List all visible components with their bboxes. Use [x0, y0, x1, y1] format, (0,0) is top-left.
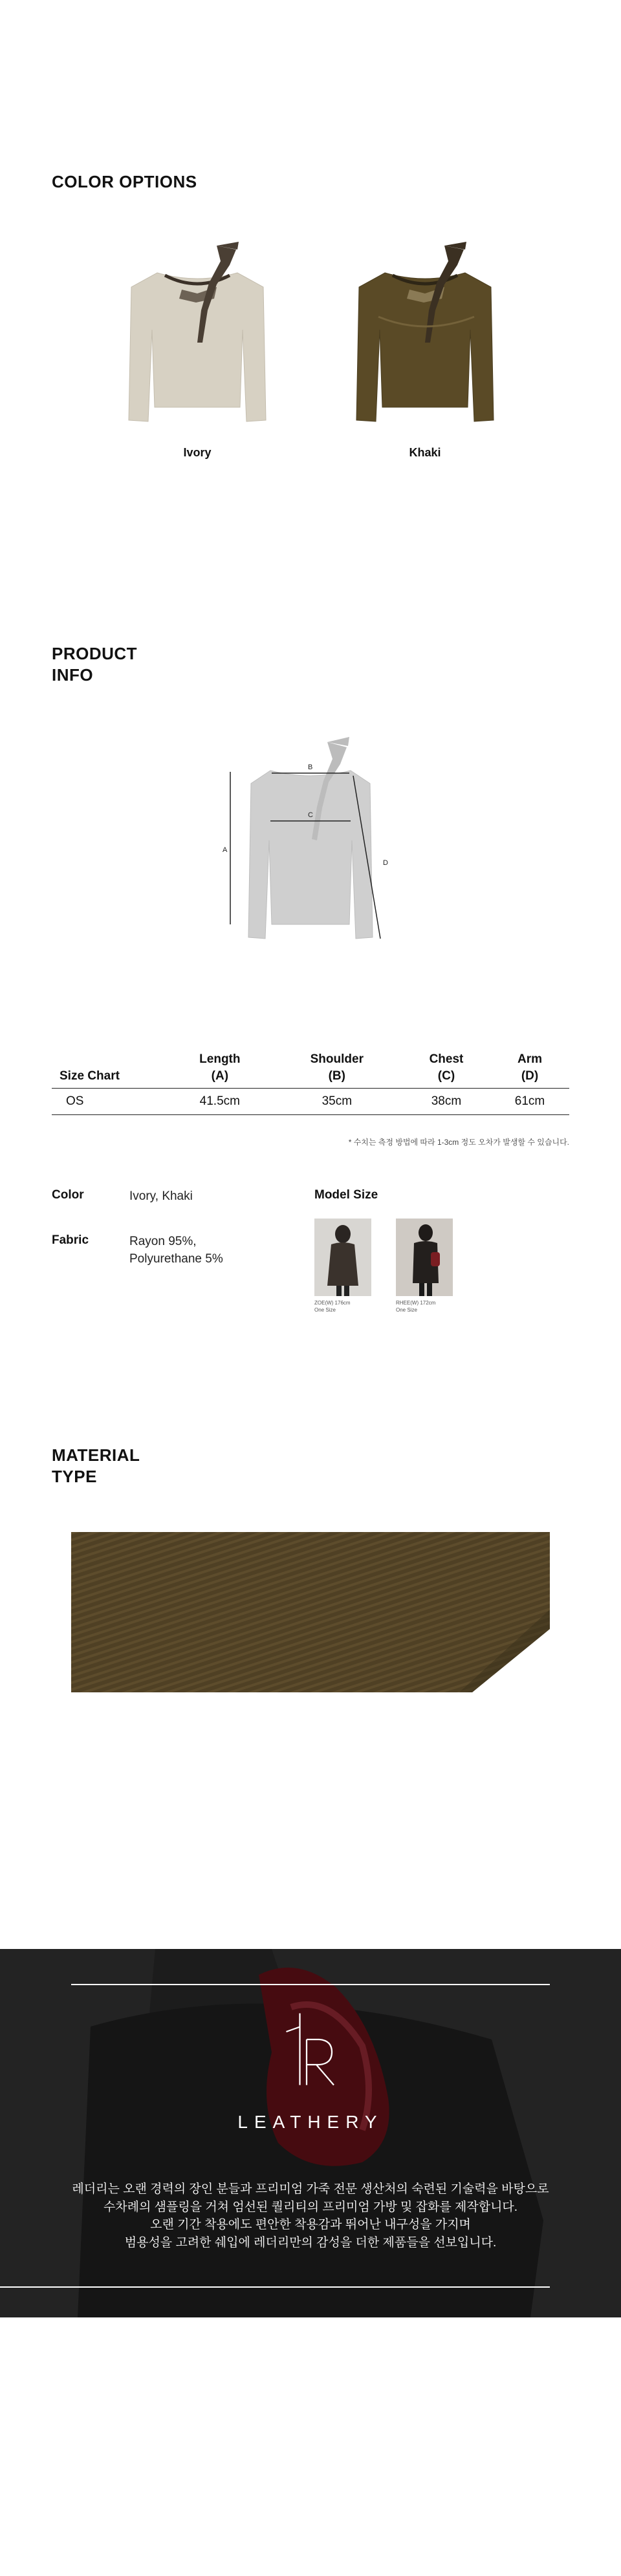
brand-banner: [0, 1949, 621, 2317]
model-photo-1: [314, 1219, 371, 1296]
size-cell: OS: [66, 1094, 84, 1109]
product-info-title: [52, 643, 137, 685]
label-a: A: [223, 846, 228, 854]
banner-bottom-rule: [0, 2286, 550, 2288]
size-chart-table: [52, 1047, 569, 1115]
color-options-title: COLOR OPTIONS: [52, 172, 197, 191]
measurement-note: * 수치는 측정 방법에 따라 1-3cm 정도 오차가 발생할 수 있습니다.: [348, 1138, 569, 1147]
table-row: [52, 1089, 569, 1115]
chest-cell: 38cm: [431, 1094, 462, 1109]
brand-copy-line: 오랜 기간 착용에도 편안한 착용감과 뛰어난 내구성을 가지며: [150, 2218, 471, 2232]
fabric-value-line2: Polyurethane 5%: [129, 1251, 223, 1266]
fabric-label: Fabric: [52, 1233, 89, 1247]
ivory-label: Ivory: [183, 446, 212, 459]
shoulder-cell: 35cm: [321, 1094, 353, 1109]
material-texture: [71, 1532, 550, 1692]
material-type-title-line2: TYPE: [52, 1466, 97, 1486]
ivory-top-image: [120, 239, 275, 427]
fabric-value-line1: Rayon 95%,: [129, 1235, 197, 1248]
model-caption-1: ZOE(W) 176cm One Size: [314, 1300, 351, 1313]
label-c: C: [308, 811, 313, 819]
size-chart-header-row: [52, 1047, 569, 1089]
model-caption-2: RHEE(W) 172cm One Size: [396, 1300, 436, 1313]
brand-description: [0, 2180, 621, 2251]
model-photo-1-image: [314, 1219, 371, 1296]
brand-copy-line: 범용성을 고려한 쉐입에 레더리만의 감성을 더한 제품들을 선보입니다.: [124, 2235, 497, 2250]
chest-header: Chest (C): [429, 1052, 464, 1083]
arm-cell: 61cm: [514, 1094, 545, 1109]
model-photo-2-image: [396, 1219, 453, 1296]
model-size-title: Model Size: [314, 1188, 378, 1202]
fabric-value: [129, 1233, 223, 1268]
brand-copy-line: 수차례의 샘플링을 거쳐 엄선된 퀄리티의 프리미엄 가방 및 잡화를 제작합니다.: [103, 2200, 518, 2214]
shoulder-header: Shoulder (B): [310, 1052, 364, 1083]
length-cell: 41.5cm: [199, 1094, 240, 1109]
model-photo-2: [396, 1219, 453, 1296]
color-label: Color: [52, 1188, 84, 1202]
khaki-top-illustration: [347, 239, 503, 427]
product-info-title-line2: INFO: [52, 665, 94, 685]
brand-name: LEATHERY: [237, 2112, 384, 2132]
ivory-top-illustration: [120, 239, 275, 427]
size-chart-header: Size Chart: [60, 1069, 120, 1083]
khaki-label: Khaki: [409, 446, 441, 459]
material-type-title: [52, 1445, 140, 1487]
measurement-diagram: [213, 730, 408, 950]
brand-logo: [281, 2001, 340, 2098]
color-value: Ivory, Khaki: [129, 1189, 193, 1203]
arm-header: Arm (D): [518, 1052, 543, 1083]
material-type-title-line1: MATERIAL: [52, 1445, 140, 1465]
measurement-diagram-svg: [213, 730, 408, 950]
label-b: B: [308, 763, 313, 771]
label-d: D: [383, 859, 388, 867]
product-info-title-line1: PRODUCT: [52, 644, 138, 663]
material-swatch-image: [71, 1532, 550, 1692]
banner-top-rule: [71, 1984, 550, 1985]
brand-copy-line: 레더리는 오랜 경력의 장인 분들과 프리미엄 가죽 전문 생산처의 숙련된 기술력을 바탕으로: [72, 2182, 549, 2196]
length-header: Length (A): [199, 1052, 241, 1083]
khaki-top-image: [347, 239, 503, 427]
